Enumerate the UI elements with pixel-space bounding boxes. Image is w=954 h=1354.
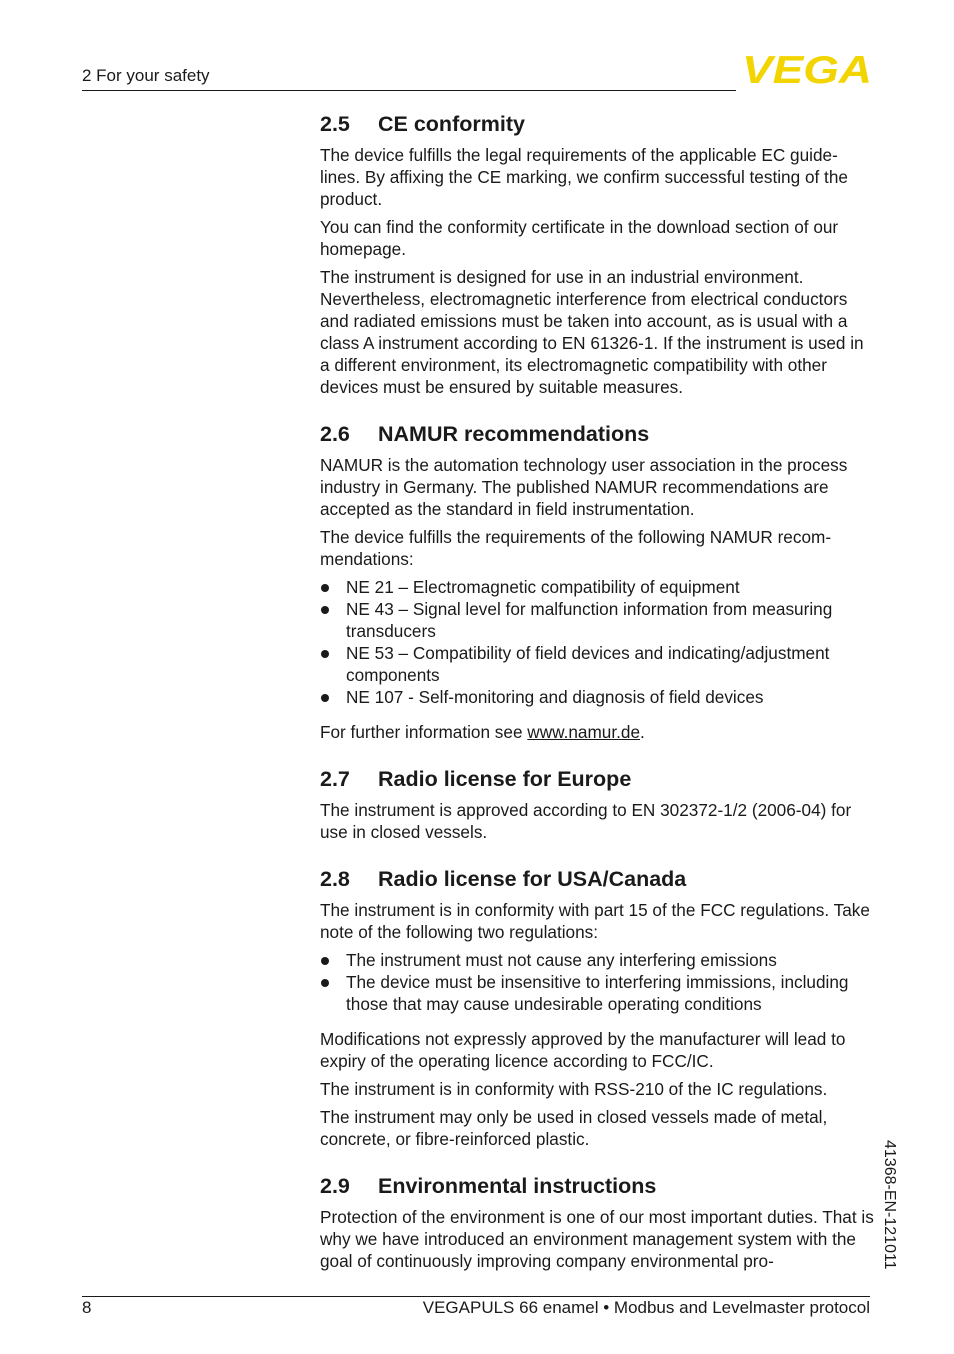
list-item <box>320 971 876 1015</box>
section-number: 2.8 <box>320 867 350 891</box>
section-heading <box>320 865 876 893</box>
footer-document-title: VEGAPULS 66 enamel • Modbus and Levelmaster protocol <box>422 1298 870 1317</box>
list-item <box>320 576 876 598</box>
bullet-icon <box>321 957 329 965</box>
paragraph: NAMUR is the automation technology user association in the process industry in Germany. The published NAMUR recommendations are accepted as the standard in field instrumentation. <box>320 455 848 519</box>
footer-divider <box>82 1296 870 1297</box>
list-item-text: The instrument must not cause any interfering emissions <box>346 950 777 970</box>
section-number: 2.5 <box>320 112 350 136</box>
section-title: Radio license for Europe <box>378 767 632 791</box>
fcc-list <box>320 949 876 1015</box>
paragraph: The instrument is approved according to EN 302372-1/2 (2006-04) for use in closed vessels. <box>320 800 852 842</box>
logo-text: VEGA <box>742 51 872 85</box>
main-content <box>320 110 876 1294</box>
section-radio-usa-canada <box>320 865 876 1150</box>
list-item-text: The device must be insensitive to interfering immissions, including those that may cause undesirable operating conditions <box>346 972 849 1014</box>
list-item <box>320 686 876 708</box>
section-title: Radio license for USA/Canada <box>378 867 687 891</box>
bullet-icon <box>321 606 329 614</box>
bullet-icon <box>321 979 329 987</box>
list-item <box>320 949 876 971</box>
bullet-icon <box>321 650 329 658</box>
paragraph <box>320 721 876 743</box>
paragraph: The instrument may only be used in closed vessels made of metal, concrete, or fibre-reinforced plastic. <box>320 1107 828 1149</box>
section-title: Environmental instructions <box>378 1174 657 1198</box>
section-heading <box>320 420 876 448</box>
list-item <box>320 642 876 686</box>
bullet-icon <box>321 694 329 702</box>
further-info-prefix: For further information see <box>320 722 528 742</box>
section-environmental <box>320 1172 876 1272</box>
list-item-text: NE 21 – Electromagnetic compatibility of equipment <box>346 577 740 597</box>
section-title: CE conformity <box>378 112 525 136</box>
namur-link[interactable]: www.namur.de <box>527 722 641 742</box>
header-section-title: 2 For your safety <box>82 66 210 85</box>
section-heading <box>320 110 876 138</box>
section-title: NAMUR recommendations <box>378 422 650 446</box>
section-number: 2.7 <box>320 767 350 791</box>
bullet-icon <box>321 584 329 592</box>
section-radio-europe <box>320 765 876 843</box>
list-item <box>320 598 876 642</box>
section-heading <box>320 1172 876 1200</box>
paragraph: The instrument is in conformity with RSS-210 of the IC regulations. <box>320 1079 828 1099</box>
namur-list <box>320 576 876 708</box>
vega-logo <box>742 51 872 85</box>
header-divider <box>82 90 736 91</box>
paragraph: You can find the conformity certificate in the download section of our homepage. <box>320 217 839 259</box>
section-namur <box>320 420 876 743</box>
paragraph: The device fulfills the requirements of the following NAMUR recom-mendations: <box>320 527 832 569</box>
paragraph: The instrument is designed for use in an industrial environment. Nevertheless, electromagnetic interference from electrical conductors and radiated emissions must be taken into account, as is usual with a class A instrument according to EN 61326-1. If the instrument is used in a different environment, its electromagnetic compatibility with other devices must be ensured by suitable measures. <box>320 267 864 397</box>
document-code: 41368-EN-121011 <box>881 1140 898 1270</box>
paragraph: The instrument is in conformity with part 15 of the FCC regulations. Take note of the following two regulations: <box>320 900 870 942</box>
page-number: 8 <box>82 1298 92 1317</box>
further-info-suffix: . <box>640 722 645 742</box>
list-item-text: NE 43 – Signal level for malfunction information from measuring transducers <box>346 599 833 641</box>
paragraph: Modifications not expressly approved by the manufacturer will lead to expiry of the operating licence according to FCC/IC. <box>320 1029 846 1071</box>
list-item-text: NE 53 – Compatibility of field devices and indicating/adjustment components <box>346 643 830 685</box>
section-ce-conformity <box>320 110 876 398</box>
section-number: 2.6 <box>320 422 350 446</box>
list-item-text: NE 107 - Self-monitoring and diagnosis of field devices <box>346 687 764 707</box>
paragraph: The device fulfills the legal requirements of the applicable EC guide-lines. By affixing the CE marking, we confirm successful testing of the product. <box>320 145 848 209</box>
section-number: 2.9 <box>320 1174 350 1198</box>
paragraph: Protection of the environment is one of our most important duties. That is why we have introduced an environment management system with the goal of continuously improving company environmental pro- <box>320 1207 874 1271</box>
section-heading <box>320 765 876 793</box>
